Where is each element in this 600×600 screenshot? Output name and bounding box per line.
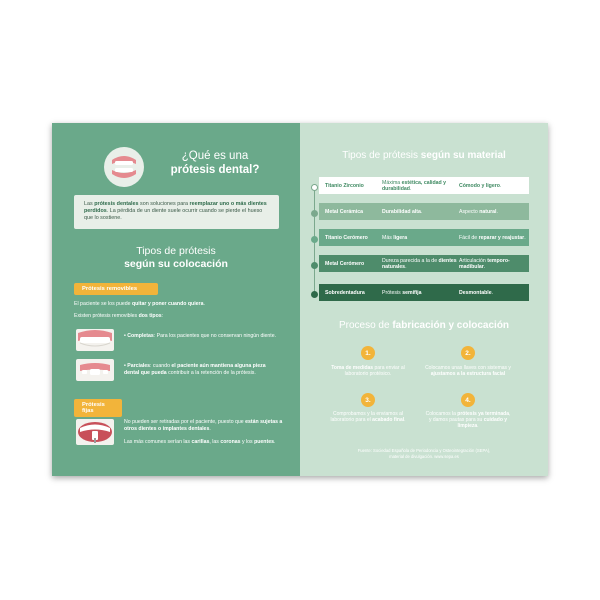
fijas-text-2: Las más comunes serían las carillas, las coronas y los puentes. xyxy=(124,439,276,445)
title-line-2: prótesis dental? xyxy=(170,164,260,176)
removibles-text-1: El paciente se los puede quitar y poner cuando quiera. xyxy=(74,301,205,307)
material-row-metal-ceramica: Metal Cerámica Durabilidad alta. Aspecto natural. xyxy=(319,203,529,220)
colocacion-heading: Tipos de prótesis según su colocación xyxy=(124,245,228,270)
infographic-card xyxy=(52,123,548,476)
step-4-number: 4. xyxy=(461,393,475,407)
parciales-item: • Parciales: cuando el paciente aún mantiena alguna pieza dental que pueda contribuir a la retención de la prótesis. xyxy=(124,363,266,376)
complete-denture-icon xyxy=(76,329,114,351)
step-1-text: Toma de medidas para enviar al laboratorio protésico. xyxy=(331,365,405,378)
intro-box: Las prótesis dentales son soluciones para reemplazar uno o más dientes perdidos. La pérdida de un diente suele ocurrir cuando se pierde el hueso que lo sostiene. xyxy=(74,195,279,229)
material-row-titanio-ceromero: Titanio Cerómero Más ligera Fácil de reparar y reajustar. xyxy=(319,229,529,246)
material-row-sobredentadura: Sobredentadura Prótesis semifija Desmontable. xyxy=(319,284,529,301)
step-4-text: Colocamos la prótesis ya terminada, y damos pautas para su cuidado y limpieza. xyxy=(425,411,511,430)
step-2-text: Colocamos unas llaves con sistemas y ajustamos a la estructura facial xyxy=(425,365,511,378)
step-3-text: Comprobamos y la enviamos al laboratorio para el acabado final. xyxy=(330,411,406,424)
fixed-prosthesis-icon xyxy=(76,419,114,445)
proceso-heading: Proceso de fabricación y colocación xyxy=(338,320,510,331)
material-heading: Tipos de prótesis según su material xyxy=(342,150,506,161)
material-row-titanio-zirconio: Titanio Zirconio Máxima estética, calidad y durabilidad. Cómodo y ligero. xyxy=(319,177,529,194)
fijas-tag: Prótesis fijas xyxy=(74,399,122,417)
removibles-tag: Prótesis removibles xyxy=(74,283,158,295)
partial-denture-image xyxy=(76,359,114,381)
step-3-number: 3. xyxy=(361,393,375,407)
denture-illustration xyxy=(104,147,144,187)
source-note: Fuente: Sociedad Española de Periodoncia y Osteointegración (SEPA), material de divulgación. www.sepa.es xyxy=(357,448,491,459)
timeline-dot xyxy=(311,236,318,243)
denture-icon xyxy=(109,154,139,180)
timeline-dot xyxy=(311,262,318,269)
complete-denture-image xyxy=(76,329,114,351)
right-panel xyxy=(300,123,548,476)
timeline-dot xyxy=(311,291,318,298)
title-line-1: ¿Qué es una xyxy=(181,150,249,162)
fixed-prosthesis-image xyxy=(76,419,114,445)
page-title xyxy=(150,149,280,177)
timeline-dot xyxy=(311,210,318,217)
removibles-text-2: Existen prótesis removibles dos tipos: xyxy=(74,313,164,319)
material-row-metal-ceromero: Metal Cerómero Dureza parecida a la de dientes naturales. Articulación temporo-madibular. xyxy=(319,255,529,272)
left-panel xyxy=(52,123,300,476)
completas-item: • Completas: Para los pacientes que no conservan ningún diente. xyxy=(124,333,277,339)
step-2-number: 2. xyxy=(461,346,475,360)
partial-denture-icon xyxy=(76,359,114,381)
step-1-number: 1. xyxy=(361,346,375,360)
timeline-dot xyxy=(311,184,318,191)
fijas-text-1: No pueden ser retiradas por el paciente, puesto que están sujetas a otros dientes o implantes dentales. xyxy=(124,419,283,432)
